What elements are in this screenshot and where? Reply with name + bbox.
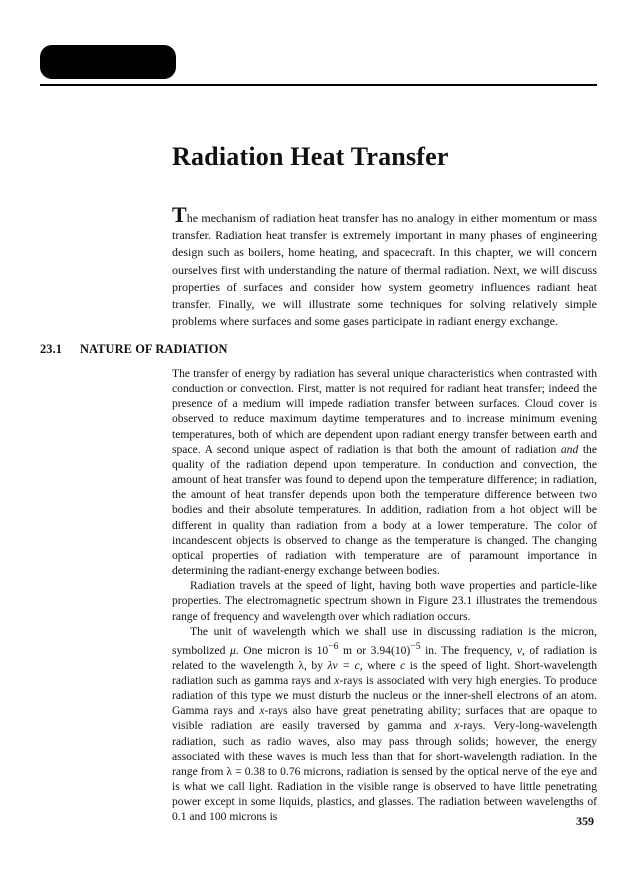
paragraph-3: The unit of wavelength which we shall use in discussing radiation is the micron, symbolized μ. One micron is $10^{-6}$ m or $3.94(10)^{-5}$ in. The frequency, ν, of radiation is related to the wavelength λ, by λν = c, where c is the speed of light. Short-wavelength radiation such as gamma rays and x-rays is associated with very high energies. To produce radiation of this type we must disturb the nucleus or the inner-shell electrons of an atom. Gamma rays and x-rays also have great penetrating ability; surfaces that are opaque to visible radiation are easily traversed by gamma and x-rays. Very-long-wavelength radiation, such as radio waves, also may pass through solids; however, the energy associated with these waves is much less than that for short-wavelength radiation. In the range from λ = 0.38 to 0.76 microns, radiation is sensed by the optical nerve of the eye and is what we call light. Radiation in the visible range is observed to have little penetrating power except in some liquids, plastics, and glasses. The radiation between wavelengths of 0.1 and 100 microns is xyxy=(172,624,598,824)
symbol-nu: ν xyxy=(516,643,522,657)
chapter-tab-marker xyxy=(40,45,176,79)
symbol-lambda: λ xyxy=(298,658,304,672)
chapter-intro xyxy=(172,202,597,330)
wave-relation: λν = c xyxy=(327,658,360,672)
section-body xyxy=(172,366,597,825)
exponent: −5 xyxy=(410,640,421,652)
intro-text: he mechanism of radiation heat transfer has no analogy in either momentum or mass transfer. Radiation heat transfer is extremely important in many phases of engineering design such as boilers, home heating, and spacecraft. In this chapter, we will concern ourselves first with understanding the nature of thermal radiation. Next, we will discuss properties of surfaces and consider how system geometry influences radiant heat transfer. Finally, we will illustrate some techniques for solving relatively simple problems where surfaces and some gases participate in radiant energy exchange. xyxy=(172,211,597,329)
header-rule xyxy=(40,84,597,86)
section-heading xyxy=(40,342,228,357)
page-number: 359 xyxy=(576,814,594,828)
paragraph-1: The transfer of energy by radiation has several unique characteristics when contrasted with conduction or convection. First, matter is not required for radiant heat transfer; indeed the presence of a medium will impede radiation transfer between surfaces. Cloud cover is observed to reduce maximum daytime temperatures and to increase minimum evening temperatures, both of which are dependent upon radiant energy transfer between earth and space. A second unique aspect of radiation is that both the amount of radiation and the quality of the radiation depend upon temperature. In conduction and convection, the amount of heat transfer was found to depend upon the temperature difference; in radiation, the amount of heat transfer depends upon both the temperature difference between two bodies and their absolute temperatures. In addition, radiation from a hot object will be different in quality than radiation from a body at a lower temperature. The color of incandescent objects is observed to change as the temperature is changed. The changing optical properties of radiation with temperature are of paramount importance in determining the radiant-energy exchange between bodies. xyxy=(172,367,598,578)
section-title: NATURE OF RADIATION xyxy=(80,342,228,356)
symbol-c: c xyxy=(400,658,406,672)
paragraph-2: Radiation travels at the speed of light, having both wave properties and particle-like properties. The electromagnetic spectrum shown in Figure 23.1 illustrates the tremendous range of frequency and wavelength over which radiation occurs. xyxy=(172,579,597,623)
exponent: −6 xyxy=(328,640,339,652)
chapter-title: Radiation Heat Transfer xyxy=(172,142,449,171)
emphasis-and: and xyxy=(560,442,579,456)
intro-dropcap: T xyxy=(172,202,187,227)
symbol-mu: μ xyxy=(229,643,236,657)
section-number: 23.1 xyxy=(40,342,63,356)
